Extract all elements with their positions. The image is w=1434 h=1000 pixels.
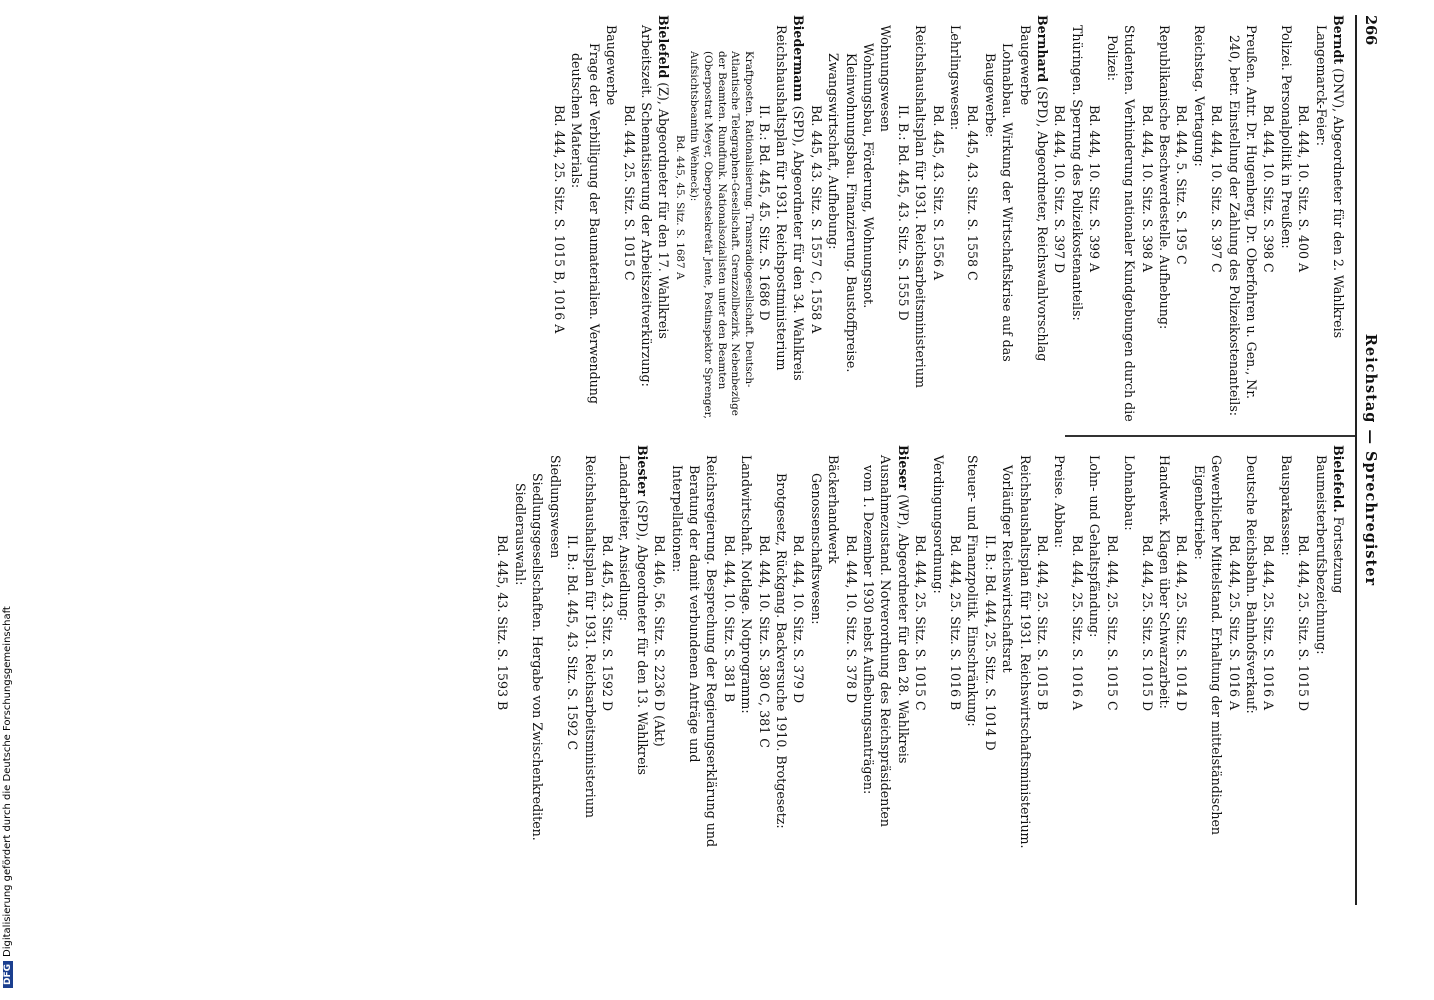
page-reference: II. B.: Bd. 444, 25. Sitz. S. 1014 D	[982, 535, 998, 751]
topic-line: Baugewerbe	[604, 25, 620, 106]
topic-line: Studenten. Verhinderung nationaler Kundgebungen durch die Polizei:	[1104, 25, 1138, 422]
topic-line: Lohnabbau. Wirkung der Wirtschaftskrise auf das Baugewerbe:	[982, 43, 1016, 362]
topic-line: Kraftposten. Rationalisierung. Transradiogesellschaft. Deutsch-Atlantische Telegraphen-Gesellschaft. Grenzzollbezirk. Nebenbezüge der Beamten. Rundfunk. Nationalsozialisten unter den Beamten (Oberpostrat Meyer, Oberpostsekretär Jente, Postinspektor Sprenger, Aufsichtsbeamtin Wehneck):	[688, 51, 756, 419]
topic-line: Landwirtschaft. Notlage. Notprogramm:	[739, 455, 755, 714]
topic-line: Lohn- und Gehaltspfändung:	[1087, 455, 1103, 638]
page-reference: Bd. 444, 25. Sitz. S. 1016 B	[948, 535, 964, 711]
topic-line: Republikanische Beschwerdestelle. Aufhebung:	[1156, 25, 1172, 330]
right-column	[494, 445, 1347, 855]
page-reference: Bd. 444, 10. Sitz. S. 379 D	[791, 535, 807, 704]
topic-line: Frage der Verbilligung der Baumaterialien. Verwendung deutschen Materials:	[569, 43, 602, 404]
page-reference: Bd. 445, 43. Sitz. S. 1557 C, 1558 A	[808, 105, 824, 334]
page-reference: Bd. 444, 25. Sitz. S. 1015 B, 1016 A	[551, 105, 567, 334]
topic-line: Arbeitszeit. Schematisierung der Arbeitszeitverkürzung:	[639, 25, 654, 387]
page-reference: II. B.: Bd. 445, 45. Sitz. S. 1686 D	[756, 105, 772, 321]
page-reference: Bd. 444, 10. Sitz. S. 398 A	[1139, 105, 1155, 273]
topic-line: Bäckerhandwerk	[826, 455, 842, 564]
page-reference: Bd. 444, 10. Sitz. S. 381 B	[721, 535, 737, 703]
register-entry	[633, 445, 650, 855]
page-reference: Bd. 444, 10. Sitz. S. 397 C	[1209, 105, 1225, 273]
register-entry	[790, 15, 807, 425]
page-reference: Bd. 444, 10. Sitz. S. 397 D	[1052, 105, 1068, 274]
page-reference: Bd. 444, 25. Sitz. S. 1015 B	[1035, 535, 1051, 711]
speaker-name: Berndt	[1331, 15, 1346, 65]
topic-line: Reichsregierung. Besprechung der Regierungserklärung und Beratung der damit verbundenen Anträge und Interpellationen:	[669, 455, 720, 848]
header-rule	[1355, 15, 1357, 905]
speaker-name: Bielefeld	[656, 15, 672, 79]
speaker-description: (Z), Abgeordneter für den 17. Wahlkreis	[656, 78, 672, 339]
topic-line: Verdingungsordnung:	[930, 455, 946, 594]
page-reference: II. B.: Bd. 445, 43. Sitz. S. 1555 D	[895, 105, 911, 321]
page-reference: Bd. 444, 25. Sitz. S. 1015 D	[1296, 535, 1312, 712]
page-reference: Bd. 444, 25. Sitz. S. 1015 C	[621, 105, 637, 281]
dfg-logo: DFG	[3, 961, 13, 988]
register-entry	[894, 445, 911, 855]
topic-line: Siedlungswesen	[547, 455, 563, 559]
topic-line: Siedlungsgesellschaften. Hergabe von Zwischenkrediten. Siedlerauswahl:	[512, 473, 546, 841]
page-reference: Bd. 444, 25. Sitz. S. 1016 A	[1069, 535, 1085, 711]
left-column	[551, 15, 1347, 425]
document-page	[0, 15, 1397, 995]
topic-line: Handwerk. Klagen über Schwarzarbeit:	[1156, 455, 1172, 709]
page-reference: Bd. 444, 5. Sitz. S. 195 C	[1174, 105, 1190, 265]
topic-line: Baumeisterberufsbezeichnung:	[1313, 455, 1329, 655]
page-reference: II. B.: Bd. 445, 43. Sitz. S. 1592 C	[565, 535, 581, 751]
page-reference: Bd. 444, 10. Sitz. S. 380 C, 381 C	[756, 535, 772, 748]
topic-line: Reichshaushaltsplan für 1931. Reichswirtschaftsministerium. Vorläufiger Reichswirtschaftsrat	[1000, 455, 1033, 849]
topic-line: Wohnungsbau, Förderung, Wohnungsnot. Kleinwohnungsbau. Finanzierung. Baustoffpreise. Zwangswirtschaft, Aufhebung:	[826, 43, 877, 373]
topic-line: Bausparkassen:	[1278, 455, 1294, 556]
register-entry	[1330, 15, 1347, 425]
page-reference: Bd. 444, 10. Sitz. S. 400 A	[1296, 105, 1312, 273]
register-entry	[1330, 445, 1347, 855]
topic-line: Lohnabbau:	[1122, 455, 1138, 531]
digitization-note	[2, 606, 13, 988]
speaker-name: Biedermann	[791, 15, 807, 102]
page-reference: Bd. 444, 10. Sitz. S. 398 C	[1261, 105, 1277, 273]
speaker-name: Bieser	[895, 445, 911, 491]
topic-line: Reichshaushaltsplan für 1931. Reichspostministerium	[774, 25, 789, 371]
speaker-description: (SPD), Abgeordneter für den 34. Wahlkreis	[791, 101, 807, 381]
speaker-description: (SPD), Abgeordneter für den 13. Wahlkreis	[634, 496, 650, 776]
page-number: 266	[1362, 15, 1379, 46]
topic-line: Brotgesetz, Rückgang. Backversuche 1910. Brotgesetz:	[774, 473, 789, 829]
speaker-description: Fortsetzung	[1331, 512, 1346, 594]
page-reference: Bd. 444, 25. Sitz. S. 1016 A	[1226, 535, 1242, 711]
speaker-name: Bielefeld.	[1331, 445, 1346, 513]
topic-line: Landarbeiter, Ansiedlung:	[617, 455, 633, 622]
page-reference: Bd. 446, 56. Sitz. S. 2236 D (Akt)	[652, 535, 668, 747]
page-reference: Bd. 445, 43. Sitz. S. 1558 C	[965, 105, 981, 281]
topic-line: Langemarck-Feier:	[1313, 25, 1329, 146]
column-divider	[1065, 435, 1355, 437]
running-head: Reichstag — Sprechregister	[1362, 333, 1379, 587]
topic-line: Genossenschaftswesen:	[808, 473, 824, 625]
speaker-description: (DNV), Abgeordneter für den 2. Wahlkreis	[1331, 64, 1346, 339]
speaker-name: Bernhard	[1035, 15, 1051, 83]
page-reference: Bd. 444, 25. Sitz. S. 1015 D	[1139, 535, 1155, 712]
topic-line: Preußen. Antr. Dr. Hugenberg, Dr. Oberfohren u. Gen., Nr. 240, betr. Einstellung der Zahlung des Polizeikostenanteils:	[1226, 25, 1259, 417]
page-reference: Bd. 445, 45. Sitz. S. 1687 A	[674, 135, 687, 280]
topic-line: Preise. Abbau:	[1052, 455, 1068, 548]
topic-line: Steuer- und Finanzpolitik. Einschränkung:	[965, 455, 981, 727]
topic-line: Thüringen. Sperrung des Polizeikostenanteils:	[1069, 25, 1085, 321]
page-reference: Bd. 444, 25. Sitz. S. 1015 C	[913, 535, 929, 711]
register-entry	[655, 15, 672, 425]
register-entry	[1034, 15, 1051, 425]
page-reference: Bd. 445, 43. Sitz. S. 1593 B	[495, 535, 511, 711]
topic-line: Gewerblicher Mittelstand. Erhaltung der mittelständischen Eigenbetriebe:	[1191, 455, 1225, 836]
speaker-description: (SPD), Abgeordneter, Reichswahlvorschlag	[1035, 82, 1051, 362]
page-reference: Bd. 444, 25. Sitz. S. 1014 D	[1174, 535, 1190, 712]
topic-line: Reichshaushaltsplan für 1931. Reichsarbeitsministerium	[582, 455, 598, 818]
page-reference: Bd. 444, 25. Sitz. S. 1016 A	[1261, 535, 1277, 711]
page-reference: Bd. 445, 43. Sitz. S. 1592 D	[599, 535, 615, 712]
speaker-name: Biester	[634, 445, 650, 496]
speaker-description: (WP), Abgeordneter für den 28. Wahlkreis	[895, 490, 911, 764]
topic-line: Ausnahmezustand. Notverordnung des Reichspräsidenten vom 1. Dezember 1930 nebst Aufhebungsanträgen:	[861, 455, 894, 827]
topic-line: Reichstag. Vertagung:	[1191, 25, 1207, 167]
topic-line: Baugewerbe	[1017, 25, 1033, 106]
digitization-note-text: Digitalisierung gefördert durch die Deutsche Forschungsgemeinschaft	[2, 606, 13, 957]
topic-line: Reichshaushaltsplan für 1931. Reichsarbeitsministerium	[913, 25, 929, 388]
topic-line: Deutsche Reichsbahn. Bahnhofsverkauf:	[1243, 455, 1259, 714]
topic-line: Wohnungswesen	[878, 25, 894, 132]
page-reference: Bd. 444, 10. Sitz. S. 399 A	[1087, 105, 1103, 273]
page-reference: Bd. 444, 25. Sitz. S. 1015 C	[1104, 535, 1120, 711]
page-reference: Bd. 445, 43. Sitz. S. 1556 A	[930, 105, 946, 281]
topic-line: Polizei. Personalpolitik in Preußen:	[1278, 25, 1294, 249]
topic-line: Lehrlingswesen:	[948, 25, 964, 131]
page-reference: Bd. 444, 10. Sitz. S. 378 D	[843, 535, 859, 704]
